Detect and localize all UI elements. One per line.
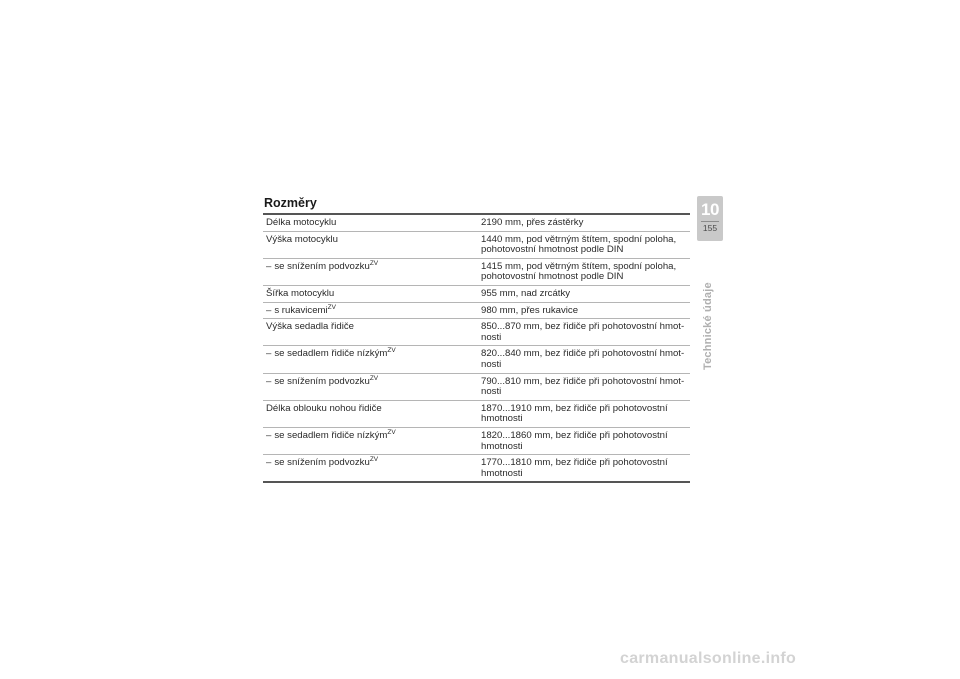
chapter-divider bbox=[701, 221, 719, 222]
row-label-cell bbox=[263, 214, 475, 231]
row-value: 1820...1860 mm, bez řidiče při pohotovostní hmotnosti bbox=[475, 427, 690, 454]
row-label: s rukavicemi bbox=[274, 304, 328, 316]
row-value: 1770...1810 mm, bez řidiče při pohotovostní hmotnosti bbox=[481, 457, 668, 479]
row-value: 820...840 mm, bez řidiče při pohotovostní hmot-nosti bbox=[475, 346, 690, 373]
row-value: 790...810 mm, bez řidiče při pohotovostní hmot-nosti bbox=[475, 373, 690, 400]
row-label-cell bbox=[263, 302, 475, 319]
row-value: 1440 mm, pod větrným štítem, spodní poloha, pohotovostní hmotnost podle DIN bbox=[475, 231, 690, 258]
sub-item-dash: – bbox=[266, 457, 272, 469]
chapter-number: 10 bbox=[701, 200, 719, 219]
row-label-cell bbox=[263, 231, 475, 258]
optional-equipment-marker: ZV bbox=[369, 456, 379, 464]
chapter-side-title: Technické údaje bbox=[702, 282, 714, 370]
chapter-tab bbox=[697, 196, 723, 241]
row-label-cell bbox=[263, 400, 475, 427]
table-row bbox=[263, 427, 690, 454]
dimensions-table-body bbox=[263, 214, 690, 482]
optional-equipment-marker: ZV bbox=[387, 428, 396, 436]
row-value: 1415 mm, pod větrným štítem, spodní poloha, pohotovostní hmotnost podle DIN bbox=[475, 258, 690, 285]
row-value: 955 mm, nad zrcátky bbox=[475, 285, 690, 302]
dimensions-table bbox=[263, 213, 690, 483]
row-label: Výška motocyklu bbox=[266, 233, 338, 245]
optional-equipment-marker: ZV bbox=[369, 374, 379, 382]
page-number: 155 bbox=[702, 223, 718, 233]
table-row bbox=[263, 258, 690, 285]
optional-equipment-marker: ZV bbox=[327, 303, 336, 311]
table-row bbox=[263, 455, 690, 483]
table-row bbox=[263, 373, 690, 400]
row-label: Šířka motocyklu bbox=[266, 287, 335, 299]
row-label-cell bbox=[263, 427, 475, 454]
sub-item-dash: – bbox=[266, 429, 272, 441]
row-label-cell bbox=[263, 373, 475, 400]
optional-equipment-marker: ZV bbox=[387, 347, 396, 355]
sub-item-dash: – bbox=[266, 260, 272, 272]
row-value: 850...870 mm, bez řidiče při pohotovostní hmot-nosti bbox=[475, 319, 690, 346]
sub-item-dash: – bbox=[266, 348, 272, 360]
row-label: Délka oblouku nohou řidiče bbox=[266, 402, 382, 414]
row-label: se snížením podvozku bbox=[274, 457, 370, 469]
watermark: carmanualsonline.info bbox=[620, 650, 797, 667]
row-label: se sedadlem řidiče nízkým bbox=[274, 429, 388, 441]
table-row bbox=[263, 231, 690, 258]
row-label: se snížením podvozku bbox=[274, 260, 370, 272]
row-label-cell bbox=[263, 455, 475, 483]
table-row bbox=[263, 302, 690, 319]
row-label-cell bbox=[263, 319, 475, 346]
row-value: 1870...1910 mm, bez řidiče při pohotovostní hmotnosti bbox=[475, 400, 690, 427]
sub-item-dash: – bbox=[266, 375, 272, 387]
table-row bbox=[263, 319, 690, 346]
row-label: Délka motocyklu bbox=[266, 217, 337, 228]
row-label-cell bbox=[263, 285, 475, 302]
table-row bbox=[263, 346, 690, 373]
row-value: 2190 mm, přes zástěrky bbox=[475, 214, 690, 231]
row-label: Výška sedadla řidiče bbox=[266, 321, 354, 333]
row-label: se sedadlem řidiče nízkým bbox=[274, 348, 388, 360]
optional-equipment-marker: ZV bbox=[369, 259, 379, 267]
table-row bbox=[263, 400, 690, 427]
row-label-cell bbox=[263, 258, 475, 285]
section-title: Rozměry bbox=[264, 196, 317, 210]
row-label: se snížením podvozku bbox=[274, 375, 370, 387]
table-row bbox=[263, 214, 690, 231]
table-row bbox=[263, 285, 690, 302]
row-label-cell bbox=[263, 346, 475, 373]
sub-item-dash: – bbox=[266, 304, 272, 316]
row-value: 980 mm, přes rukavice bbox=[475, 302, 690, 319]
